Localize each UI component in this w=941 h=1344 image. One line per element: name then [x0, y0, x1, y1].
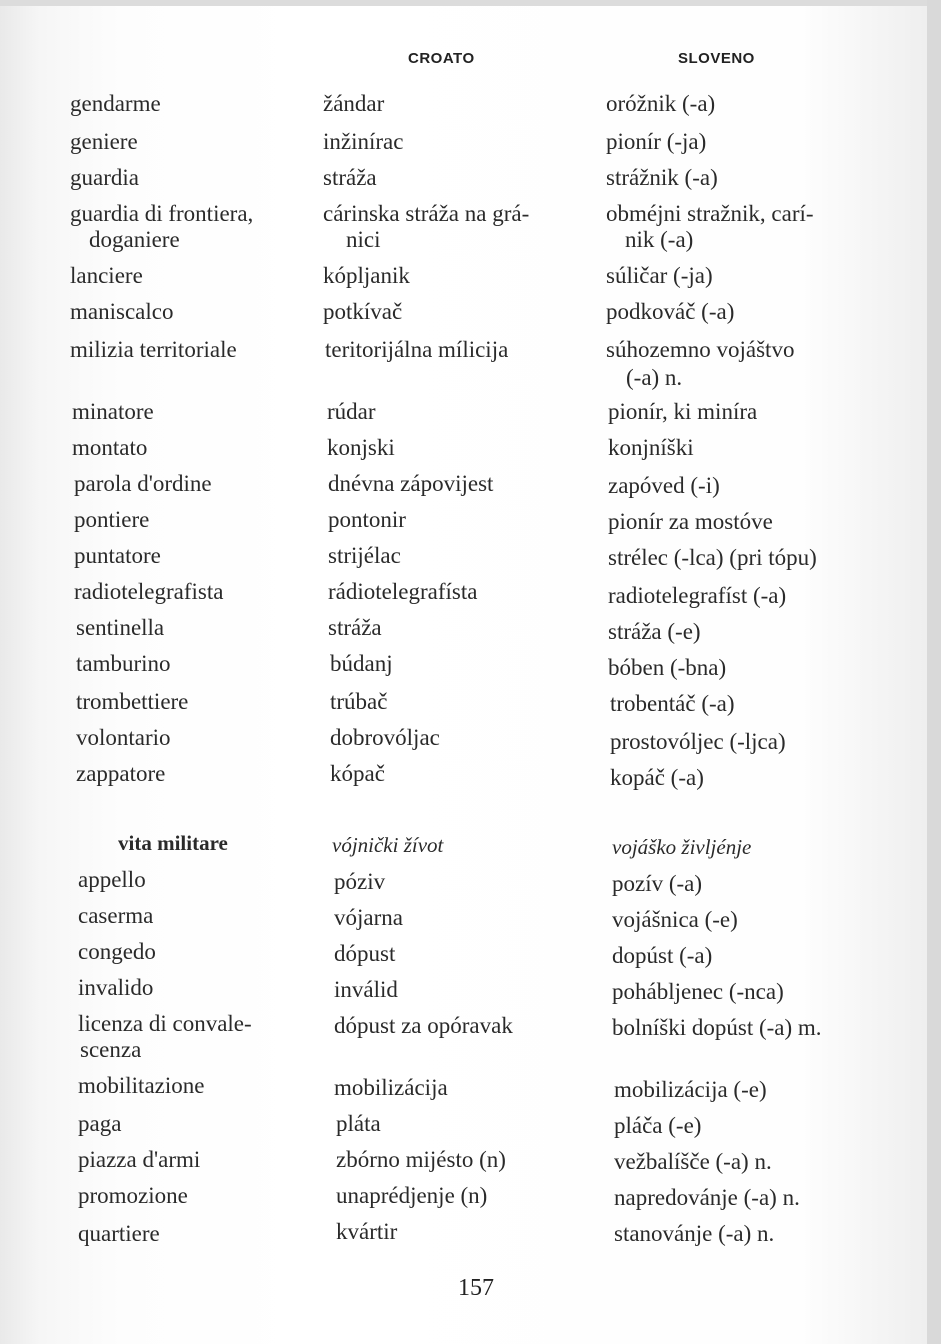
entry-hr: konjski: [327, 435, 395, 460]
section-entry-hr: dópust za opóravak: [334, 1013, 513, 1038]
page-top-edge: [0, 0, 941, 6]
header-sloveno: SLOVENO: [678, 50, 755, 67]
entry-sl: strážnik (-a): [606, 165, 718, 190]
section-entry-it: congedo: [78, 939, 156, 964]
entry-sl: konjníški: [608, 435, 694, 460]
entry-hr-cont: nici: [346, 227, 381, 252]
section-entry-hr: zbórno mijésto (n): [336, 1147, 506, 1172]
section-entry-it: licenza di convale-: [78, 1011, 252, 1036]
entry-hr: strijélac: [328, 543, 401, 568]
entry-hr: kópljanik: [323, 263, 410, 288]
section-entry-sl: bolníški dopúst (-a) m.: [612, 1015, 822, 1040]
entry-it: tamburino: [76, 651, 171, 676]
entry-hr: stráža: [323, 165, 377, 190]
section-entry-hr: kvártir: [336, 1219, 398, 1244]
entry-it-cont: doganiere: [89, 227, 180, 252]
entry-sl: súličar (-ja): [606, 263, 713, 288]
entry-sl: obméjni stražnik, carí-: [606, 201, 814, 226]
entry-sl: podkováč (-a): [606, 299, 735, 324]
entry-hr: dobrovóljac: [330, 725, 440, 750]
section-entry-sl: pohábljenec (-nca): [612, 979, 784, 1004]
entry-hr: dnévna zápovijest: [328, 471, 494, 496]
entry-sl: pionír, ki miníra: [608, 399, 758, 424]
entry-sl: pionír za mostóve: [608, 509, 773, 534]
entry-sl-cont: (-a) n.: [626, 365, 683, 390]
entry-sl: stráža (-e): [608, 619, 701, 644]
section-entry-hr: pláta: [336, 1111, 381, 1136]
section-entry-it: invalido: [78, 975, 154, 1000]
section-entry-hr: unaprédjenje (n): [336, 1183, 488, 1208]
entry-sl: radiotelegrafíst (-a): [608, 583, 787, 608]
entry-it: trombettiere: [76, 689, 189, 714]
section-title-hr: vójnički žívot: [332, 833, 444, 857]
entry-hr: žándar: [323, 91, 385, 116]
entry-it: radiotelegrafista: [74, 579, 224, 604]
entry-it: sentinella: [76, 615, 165, 640]
entry-it: zappatore: [76, 761, 166, 786]
entry-it: guardia: [70, 165, 139, 190]
section-entry-it-cont: scenza: [80, 1037, 142, 1062]
section-entry-sl: mobilizácija (-e): [614, 1077, 767, 1102]
entry-it: parola d'ordine: [74, 471, 212, 496]
entry-hr: rúdar: [327, 399, 376, 424]
section-entry-hr: mobilizácija: [334, 1075, 448, 1100]
entry-hr: potkívač: [323, 299, 403, 324]
section-entry-hr: vójarna: [334, 905, 403, 930]
section-entry-it: caserma: [78, 903, 154, 928]
section-entry-sl: napredovánje (-a) n.: [614, 1185, 800, 1210]
section-entry-it: piazza d'armi: [78, 1147, 201, 1172]
section-entry-hr: póziv: [334, 869, 386, 894]
entry-it: guardia di frontiera,: [70, 201, 254, 226]
section-entry-sl: pláča (-e): [614, 1113, 702, 1138]
entry-sl: súhozemno vojáštvo: [606, 337, 795, 362]
entry-sl: oróžnik (-a): [606, 91, 716, 116]
entry-hr: trúbač: [330, 689, 388, 714]
section-title-sl: vojáško živlјénje: [612, 835, 752, 859]
entry-hr: inžinírac: [323, 129, 404, 154]
section-entry-it: appello: [78, 867, 146, 892]
entry-sl: kopáč (-a): [610, 765, 704, 790]
section-entry-sl: vojášnica (-e): [612, 907, 738, 932]
section-entry-it: mobilitazione: [78, 1073, 205, 1098]
entry-sl: strélec (-lca) (pri tópu): [608, 545, 817, 570]
entry-it: lanciere: [70, 263, 143, 288]
entry-it: minatore: [72, 399, 154, 424]
entry-hr: pontonir: [328, 507, 406, 532]
section-entry-sl: stanovánje (-a) n.: [614, 1221, 775, 1246]
section-entry-sl: vežbalíšče (-a) n.: [614, 1149, 772, 1174]
entry-hr: stráža: [328, 615, 382, 640]
entry-it: volontario: [76, 725, 171, 750]
entry-sl: prostovóljec (-ljca): [610, 729, 786, 754]
entry-sl: bóben (-bna): [608, 655, 727, 680]
entry-hr: kópač: [330, 761, 385, 786]
entry-it: montato: [72, 435, 148, 460]
entry-sl: zapóved (-i): [608, 473, 720, 498]
entry-hr: cárinska stráža na grá-: [323, 201, 530, 226]
header-croato: CROATO: [408, 50, 475, 67]
section-entry-sl: pozív (-a): [612, 871, 703, 896]
entry-hr: teritorijálna mílicija: [325, 337, 509, 362]
section-entry-hr: dópust: [334, 941, 396, 966]
entry-it: geniere: [70, 129, 138, 154]
entry-it: pontiere: [74, 507, 150, 532]
entry-it: milizia territoriale: [70, 337, 237, 362]
section-entry-it: quartiere: [78, 1221, 160, 1246]
section-entry-hr: inválid: [334, 977, 398, 1002]
entry-sl: pionír (-ja): [606, 129, 707, 154]
section-title: vita militare: [118, 831, 228, 855]
section-entry-it: paga: [78, 1111, 122, 1136]
entry-it: maniscalco: [70, 299, 174, 324]
section-entry-it: promozione: [78, 1183, 188, 1208]
entry-sl-cont: nik (-a): [625, 227, 694, 252]
page-right-edge: [927, 0, 941, 1344]
section-entry-sl: dopúst (-a): [612, 943, 713, 968]
entry-sl: trobentáč (-a): [610, 691, 735, 716]
entry-it: gendarme: [70, 91, 161, 116]
entry-hr: rádiotelegrafísta: [328, 579, 478, 604]
entry-hr: búdanj: [330, 651, 393, 676]
page-number: 157: [458, 1275, 494, 1301]
entry-it: puntatore: [74, 543, 161, 568]
